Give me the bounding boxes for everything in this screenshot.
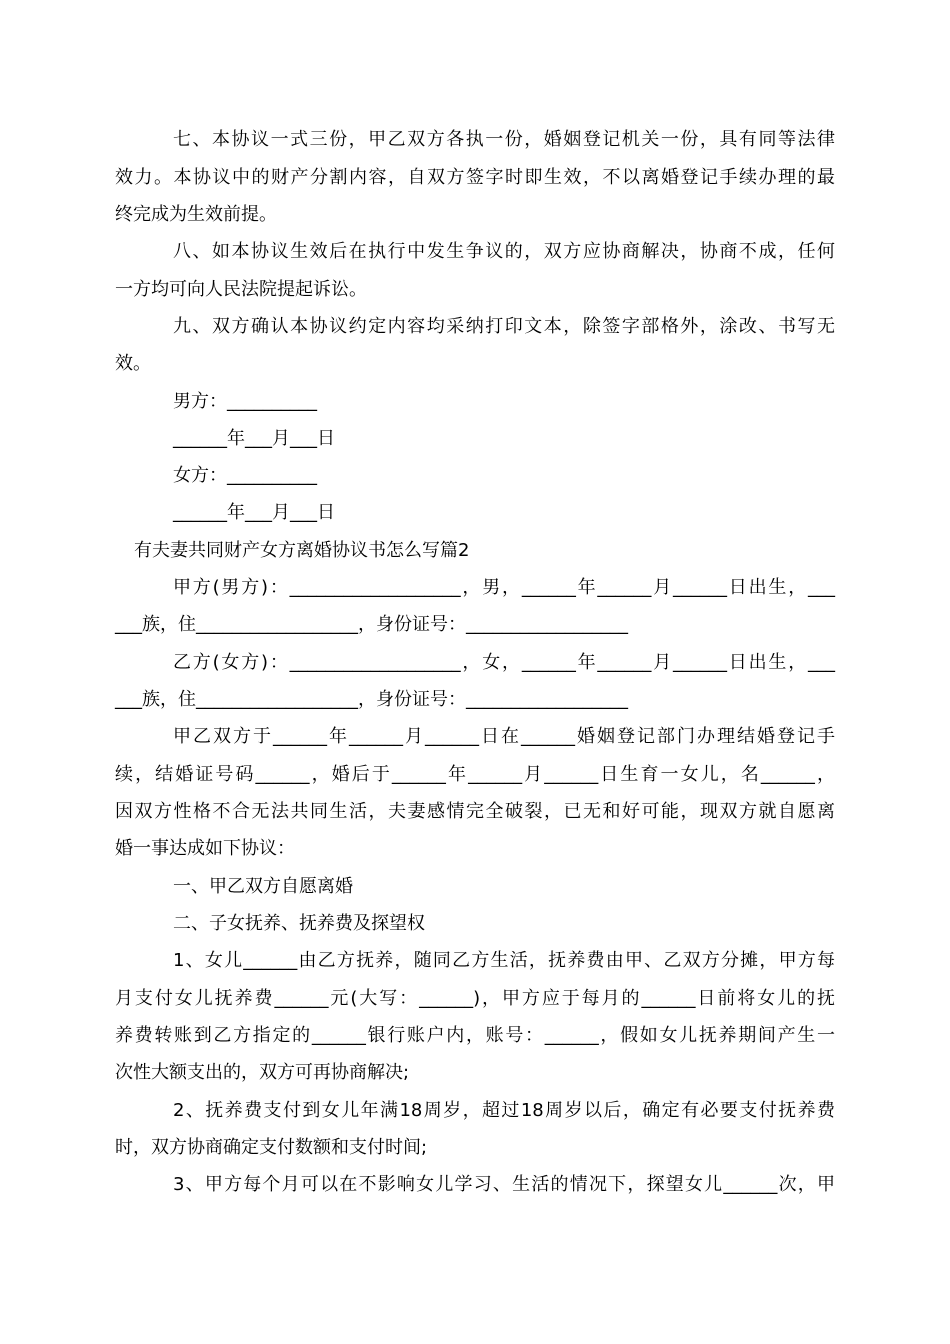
female-signature-date: ______年___月___日 — [173, 502, 335, 523]
item-2-line-1: 2、抚养费支付到女儿年满18周岁，超过18周岁以后，确定有必要支付抚养费 — [173, 1100, 835, 1121]
item-1-line-3: 养费转账到乙方指定的______银行账户内，账号：______，假如女儿抚养期间产生一 — [115, 1025, 835, 1046]
clause-8-line-2: 一方均可向人民法院提起诉讼。 — [115, 279, 367, 300]
female-signature-line: 女方：__________ — [173, 465, 317, 486]
article-2-heading: 二、子女抚养、抚养费及探望权 — [173, 913, 425, 934]
item-3-line-1: 3、甲方每个月可以在不影响女儿学习、生活的情况下，探望女儿______次，甲 — [173, 1174, 835, 1195]
item-1-line-1: 1、女儿______由乙方抚养，随同乙方生活，抚养费由甲、乙双方分摊，甲方每 — [173, 950, 835, 971]
party-b-line-1: 乙方(女方)：___________________，女，______年______月______日出生，___ — [173, 652, 835, 673]
clause-7-line-3: 终完成为生效前提。 — [115, 204, 277, 225]
article-1-heading: 一、甲乙双方自愿离婚 — [173, 876, 353, 897]
clause-7-line-1: 七、本协议一式三份，甲乙双方各执一份，婚姻登记机关一份，具有同等法律 — [173, 129, 835, 150]
marriage-paragraph-line-2: 续，结婚证号码______，婚后于______年______月______日生育一女儿，名______， — [115, 764, 835, 785]
clause-9-line-1: 九、双方确认本协议约定内容均采纳打印文本，除签字部格外，涂改、书写无 — [173, 316, 835, 337]
item-1-line-2: 月支付女儿抚养费______元(大写：______)，甲方应于每月的______日前将女儿的抚 — [115, 988, 835, 1009]
marriage-paragraph-line-1: 甲乙双方于______年______月______日在______婚姻登记部门办理结婚登记手 — [173, 726, 835, 747]
party-a-line-1: 甲方(男方)：___________________，男，______年______月______日出生，___ — [173, 577, 835, 598]
section-title: 有夫妻共同财产女方离婚协议书怎么写篇2 — [134, 540, 470, 561]
item-1-line-4: 次性大额支出的，双方可再协商解决; — [115, 1062, 410, 1083]
male-signature-line: 男方：__________ — [173, 391, 317, 412]
clause-9-line-2: 效。 — [115, 353, 151, 374]
male-signature-date: ______年___月___日 — [173, 428, 335, 449]
clause-7-line-2: 效力。本协议中的财产分割内容，自双方签字时即生效，不以离婚登记手续办理的最 — [115, 167, 835, 188]
item-2-line-2: 时，双方协商确定支付数额和支付时间; — [115, 1137, 428, 1158]
party-b-line-2: ___族，住__________________，身份证号：__________________ — [115, 689, 628, 710]
clause-8-line-1: 八、如本协议生效后在执行中发生争议的，双方应协商解决，协商不成，任何 — [173, 241, 835, 262]
marriage-paragraph-line-4: 婚一事达成如下协议： — [115, 838, 295, 859]
party-a-line-2: ___族，住__________________，身份证号：__________________ — [115, 614, 628, 635]
marriage-paragraph-line-3: 因双方性格不合无法共同生活，夫妻感情完全破裂，已无和好可能，现双方就自愿离 — [115, 801, 835, 822]
